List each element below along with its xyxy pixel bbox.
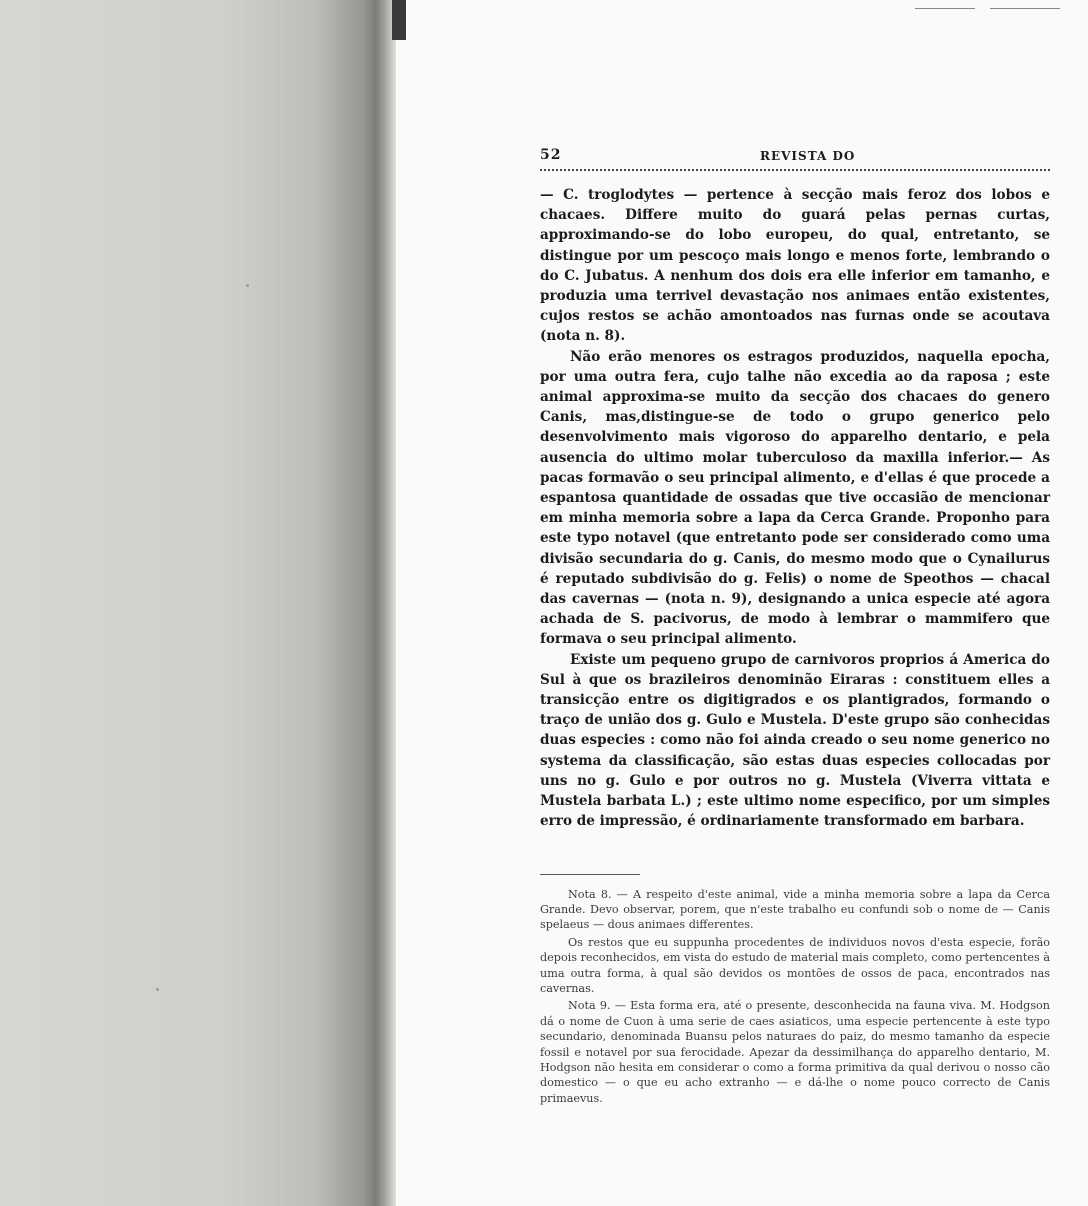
book-page <box>540 145 1050 1106</box>
paragraph: Existe um pequeno grupo de carnivoros proprios á America do Sul à que os brazileiros denominão Eiraras : constituem elles a transicção entre os digitigrados e os plantigrados, formando o traço de união dos g. Gulo e Mustela. D'este grupo são conhecidas duas especies : como não foi ainda creado o seu nome generico no systema da classificação, são estas duas especies collocadas por uns no g. Gulo e por outros no g. Mustela (Viverra vittata e Mustela barbata L.) ; este ultimo nome especifico, por um simples erro de impressão, é ordinariamente transformado em barbara. <box>540 651 1050 830</box>
body-text <box>540 185 1050 832</box>
binding-mark <box>392 0 406 40</box>
running-title: REVISTA DO <box>760 149 856 163</box>
paragraph: — C. troglodytes — pertence à secção mais feroz dos lobos e chacaes. Differe muito do guará pelas pernas curtas, approximando-se do lobo europeu, do qual, entretanto, se distingue por um pescoço mais longo e menos forte, lembrando o do C. Jubatus. A nenhum dos dois era elle inferior em tamanho, e produzia uma terrivel devastação nos animaes então existentes, cujos restos se achão amontoados nas furnas onde se acoutava (nota n. 8). <box>540 187 1050 345</box>
scan-edge-line <box>915 8 975 9</box>
footnotes <box>540 887 1050 1107</box>
footnote-rule <box>540 874 640 875</box>
running-head <box>540 145 1050 167</box>
header-rule <box>540 169 1050 171</box>
paper-speck <box>246 284 249 287</box>
facing-page-edge <box>0 0 372 1206</box>
footnote: Os restos que eu suppunha procedentes de individuos novos d'esta especie, forão depois reconhecidos, em vista do estudo de material mais completo, como pertencentes à uma outra forma, à qual são devidos os montões de ossos de paca, encontrados nas cavernas. <box>540 935 1050 995</box>
page-number: 52 <box>540 147 562 163</box>
scan-edge-line <box>990 8 1060 9</box>
paragraph: Não erão menores os estragos produzidos, naquella epocha, por uma outra fera, cujo talhe não excedia ao da raposa ; este animal approxima-se muito da secção dos chacaes do genero Canis, mas,distingue-se de todo o grupo generico pelo desenvolvimento mais vigoroso do apparelho dentario, e pela ausencia do ultimo molar tuberculoso da maxilla inferior.— As pacas formavão o seu principal alimento, e d'ellas é que procede a espantosa quantidade de ossadas que tive occasião de mencionar em minha memoria sobre a lapa da Cerca Grande. Proponho para este typo notavel (que entretanto pode ser considerado como uma divisão secundaria do g. Canis, do mesmo modo que o Cynailurus é reputado subdivisão do g. Felis) o nome de Speothos — chacal das cavernas — (nota n. 9), designando a unica especie até agora achada de S. pacivorus, de modo à lembrar o mammifero que formava o seu principal alimento. <box>540 348 1050 648</box>
book-spine-shadow <box>362 0 396 1206</box>
paper-speck <box>156 988 159 991</box>
footnote: Nota 8. — A respeito d'este animal, vide a minha memoria sobre a lapa da Cerca Grande. Devo observar, porem, que n'este trabalho eu confundi sob o nome de — Canis spelaeus — dous animaes differentes. <box>540 887 1050 932</box>
footnote: Nota 9. — Esta forma era, até o presente, desconhecida na fauna viva. M. Hodgson dá o nome de Cuon à uma serie de caes asiaticos, uma especie pertencente à este typo secundario, denominada Buansu pelos naturaes do paiz, do mesmo tamanho da especie fossil e notavel por sua ferocidade. Apezar da dessimilhança do apparelho dentario, M. Hodgson não hesita em considerar o como a forma primitiva da qual derivou o nosso cão domestico — o que eu acho extranho — e dá-lhe o nome pouco correcto de Canis primaevus. <box>540 999 1050 1105</box>
